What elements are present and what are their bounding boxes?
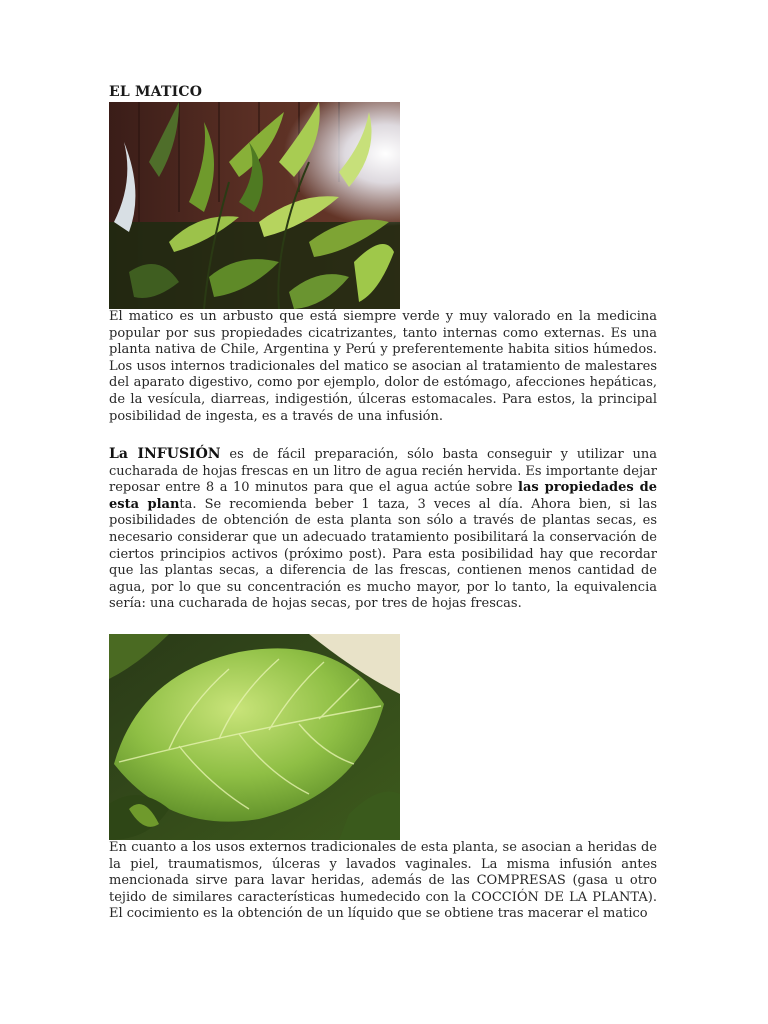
matico-plant-photo <box>109 102 400 309</box>
intro-paragraph: El matico es un arbusto que está siempre verde y muy valorado en la medicina popular por sus propiedades cicatrizantes, tanto internas como externas. Es una planta nativa de Chile, Argentina y Perú y preferentemente habita sitios húmedos. Los usos internos tradicionales del matico se asocian al tratamiento de malestares del aparato digestivo, como por ejemplo, dolor de estómago, afecciones hepáticas, de la vesícula, diarreas, indigestión, úlceras estomacales. Para estos, la principal posibilidad de ingesta, es a través de una infusión. <box>109 309 657 424</box>
infusion-text-part1: es de fácil preparación, sólo basta conseguir y utilizar una cucharada de hojas frescas en un litro de agua recién hervida. Es importante dejar reposar entre 8 a 10 minutos para que el agua actúe sobre <box>109 447 658 496</box>
matico-leaf-photo <box>109 634 400 840</box>
matico-plant-illustration <box>109 102 400 309</box>
external-uses-paragraph: En cuanto a los usos externos tradicionales de esta planta, se asocian a heridas de la piel, traumatismos, úlceras y lavados vaginales. La misma infusión antes mencionada sirve para lavar heridas, además de las COMPRESAS (gasa u otro tejido de similares características humedecido con la COCCIÓN DE LA PLANTA). El cocimiento es la obtención de un líquido que se obtiene tras macerar el matico <box>109 840 657 922</box>
infusion-heading: La INFUSIÓN <box>109 446 221 462</box>
infusion-text-part2: ta. Se recomienda beber 1 taza, 3 veces al día. Ahora bien, si las posibilidades de obtención de esta planta son sólo a través de plantas secas, es necesario considerar que un adecuado tratamiento posibilitará la conservación de ciertos principios activos (próximo post). Para esta posibilidad hay que recordar que las plantas secas, a diferencia de las frescas, contienen menos cantidad de agua, por lo que su concentración es mucho mayor, por lo tanto, la equivalencia sería: una cucharada de hojas secas, por tres de hojas frescas. <box>109 496 657 612</box>
infusion-bold-phrase: las propiedades de esta plan <box>109 480 657 512</box>
document-title: EL MATICO <box>109 84 203 100</box>
infusion-paragraph <box>109 446 657 613</box>
matico-leaf-illustration <box>109 634 400 840</box>
